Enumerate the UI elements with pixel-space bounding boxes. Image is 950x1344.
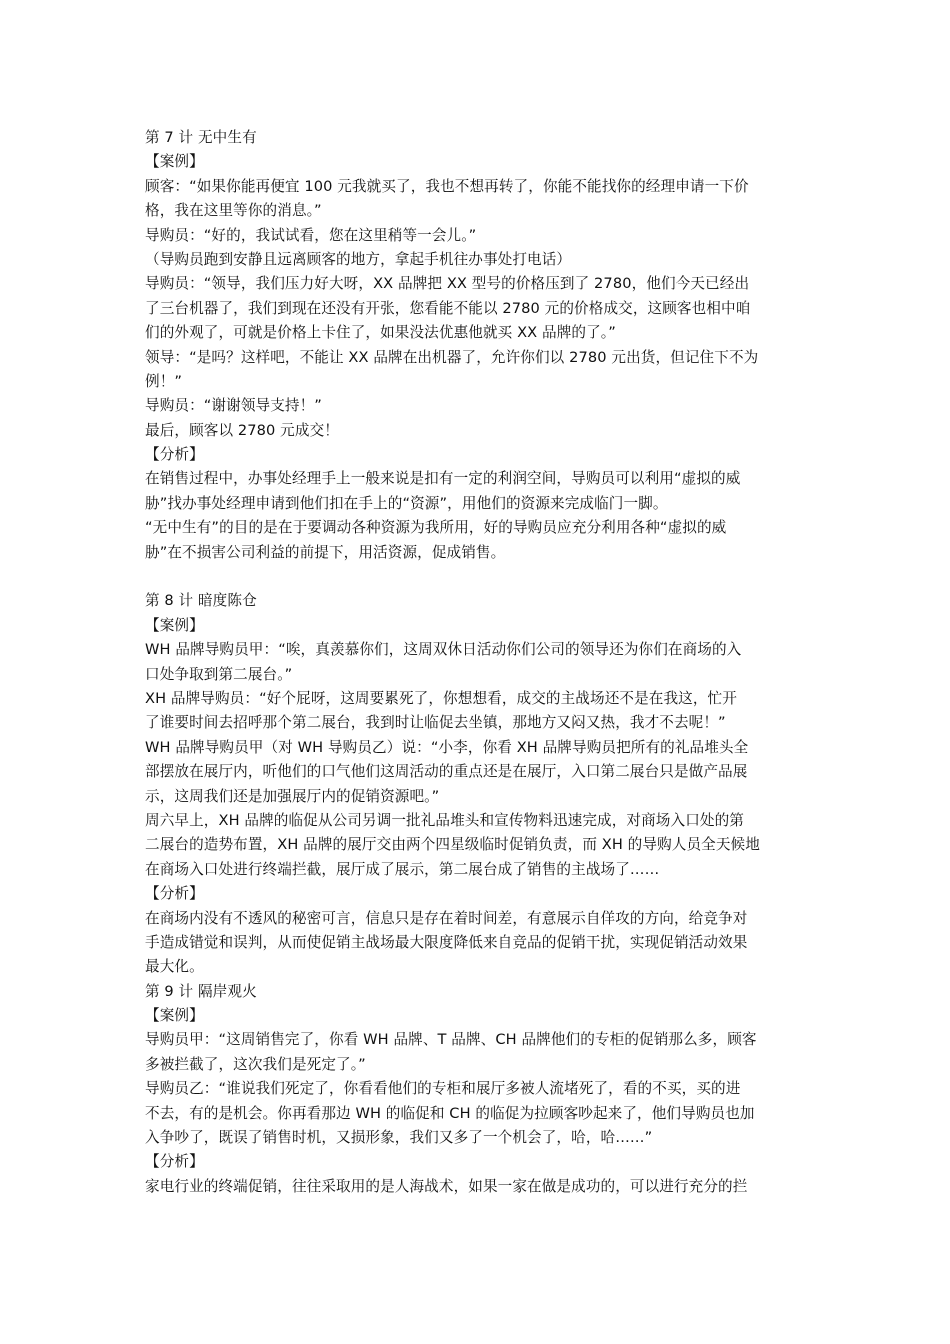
text-line: 第 8 计 暗度陈仓: [145, 592, 257, 610]
text-line: WH 品牌导购员甲（对 WH 导购员乙）说：“小李，你看 XH 品牌导购员把所有的礼品堆头全: [145, 738, 749, 756]
text-line: 导购员：“好的，我试试看，您在这里稍等一会儿。”: [145, 226, 477, 244]
text-line: XH 品牌导购员：“好个屁呀，这周要累死了，你想想看，成交的主战场还不是在我这，忙开: [145, 689, 737, 707]
text-line: 口处争取到第二展台。”: [145, 665, 293, 683]
text-line: 在商场内没有不透风的秘密可言，信息只是存在着时间差，有意展示自佯攻的方向，给竞争对: [145, 909, 748, 927]
text-line: 第 7 计 无中生有: [145, 129, 257, 146]
text-line: 部摆放在展厅内，听他们的口气他们这周活动的重点还是在展厅，入口第二展台只是做产品展: [145, 763, 748, 781]
document-page: [145, 126, 813, 1199]
text-line: 多被拦截了，这次我们是死定了。”: [145, 1055, 366, 1073]
text-line: 手造成错觉和误判，从而使促销主战场最大限度降低来自竞品的促销干扰，实现促销活动效果: [145, 933, 748, 951]
text-line: 【案例】: [145, 153, 204, 171]
text-line: 顾客：“如果你能再便宜 100 元我就买了，我也不想再转了，你能不能找你的经理申请一下价: [145, 177, 749, 195]
text-line: 【分析】: [145, 885, 204, 903]
text-line: 不去，有的是机会。你再看那边 WH 的临促和 CH 的临促为拉顾客吵起来了，他们导购员也加: [145, 1104, 755, 1122]
text-line: 最后，顾客以 2780 元成交！: [145, 421, 339, 439]
text-line: 格，我在这里等你的消息。”: [145, 202, 322, 220]
text-line: 导购员乙：“谁说我们死定了，你看看他们的专柜和展厅多被人流堵死了，看的不买，买的进: [145, 1080, 741, 1098]
text-line: 在商场入口处进行终端拦截，展厅成了展示，第二展台成了销售的主战场了……: [145, 860, 660, 878]
text-line: 领导：“是吗？这样吧，不能让 XX 品牌在出机器了，允许你们以 2780 元出货，但记住下不为: [145, 348, 759, 366]
text-line: （导购员跑到安静且远离顾客的地方，拿起手机往办事处打电话）: [145, 250, 572, 268]
text-line: 最大化。: [145, 958, 204, 976]
text-line: WH 品牌导购员甲：“唉，真羡慕你们，这周双休日活动你们公司的领导还为你们在商场的入: [145, 641, 742, 659]
text-line: 周六早上，XH 品牌的临促从公司另调一批礼品堆头和宣传物料迅速完成，对商场入口处的第: [145, 811, 744, 829]
text-line: 示，这周我们还是加强展厅内的促销资源吧。”: [145, 787, 440, 805]
text-line: 胁”找办事处经理申请到他们扣在手上的“资源”，用他们的资源来完成临门一脚。: [145, 494, 668, 512]
text-line: 【分析】: [145, 1153, 204, 1171]
text-line: 家电行业的终端促销，往往采取用的是人海战术，如果一家在做是成功的，可以进行充分的拦: [145, 1177, 748, 1195]
text-line: 导购员甲：“这周销售完了，你看 WH 品牌、T 品牌、CH 品牌他们的专柜的促销那么多，顾客: [145, 1031, 757, 1049]
text-line: “无中生有”的目的是在于要调动各种资源为我所用，好的导购员应充分利用各种“虚拟的威: [145, 519, 727, 537]
text-line: 【案例】: [145, 616, 204, 634]
text-line: 【案例】: [145, 1007, 204, 1025]
text-line: 了谁要时间去招呼那个第二展台，我到时让临促去坐镇，那地方又闷又热，我才不去呢！”: [145, 714, 726, 732]
text-line: 在销售过程中，办事处经理手上一般来说是扣有一定的利润空间，导购员可以利用“虚拟的威: [145, 470, 741, 488]
text-line: 胁”在不损害公司利益的前提下，用活资源，促成销售。: [145, 543, 506, 561]
text-line: 第 9 计 隔岸观火: [145, 982, 257, 1000]
text-line: 入争吵了，既误了销售时机，又损形象，我们又多了一个机会了，哈，哈……”: [145, 1129, 653, 1147]
text-line: 例！”: [145, 372, 183, 390]
text-line: 【分析】: [145, 446, 204, 464]
text-line: 了三台机器了，我们到现在还没有开张，您看能不能以 2780 元的价格成交，这顾客也相中咱: [145, 299, 751, 317]
text-line: 导购员：“谢谢领导支持！”: [145, 397, 322, 415]
blank-line: [145, 565, 813, 589]
text-line: 导购员：“领导，我们压力好大呀，XX 品牌把 XX 型号的价格压到了 2780，他们今天已经出: [145, 275, 750, 293]
text-line: 二展台的造势布置，XH 品牌的展厅交由两个四星级临时促销负责，而 XH 的导购人员全天候地: [145, 836, 760, 854]
text-line: 们的外观了，可就是价格上卡住了，如果没法优惠他就买 XX 品牌的了。”: [145, 324, 616, 342]
